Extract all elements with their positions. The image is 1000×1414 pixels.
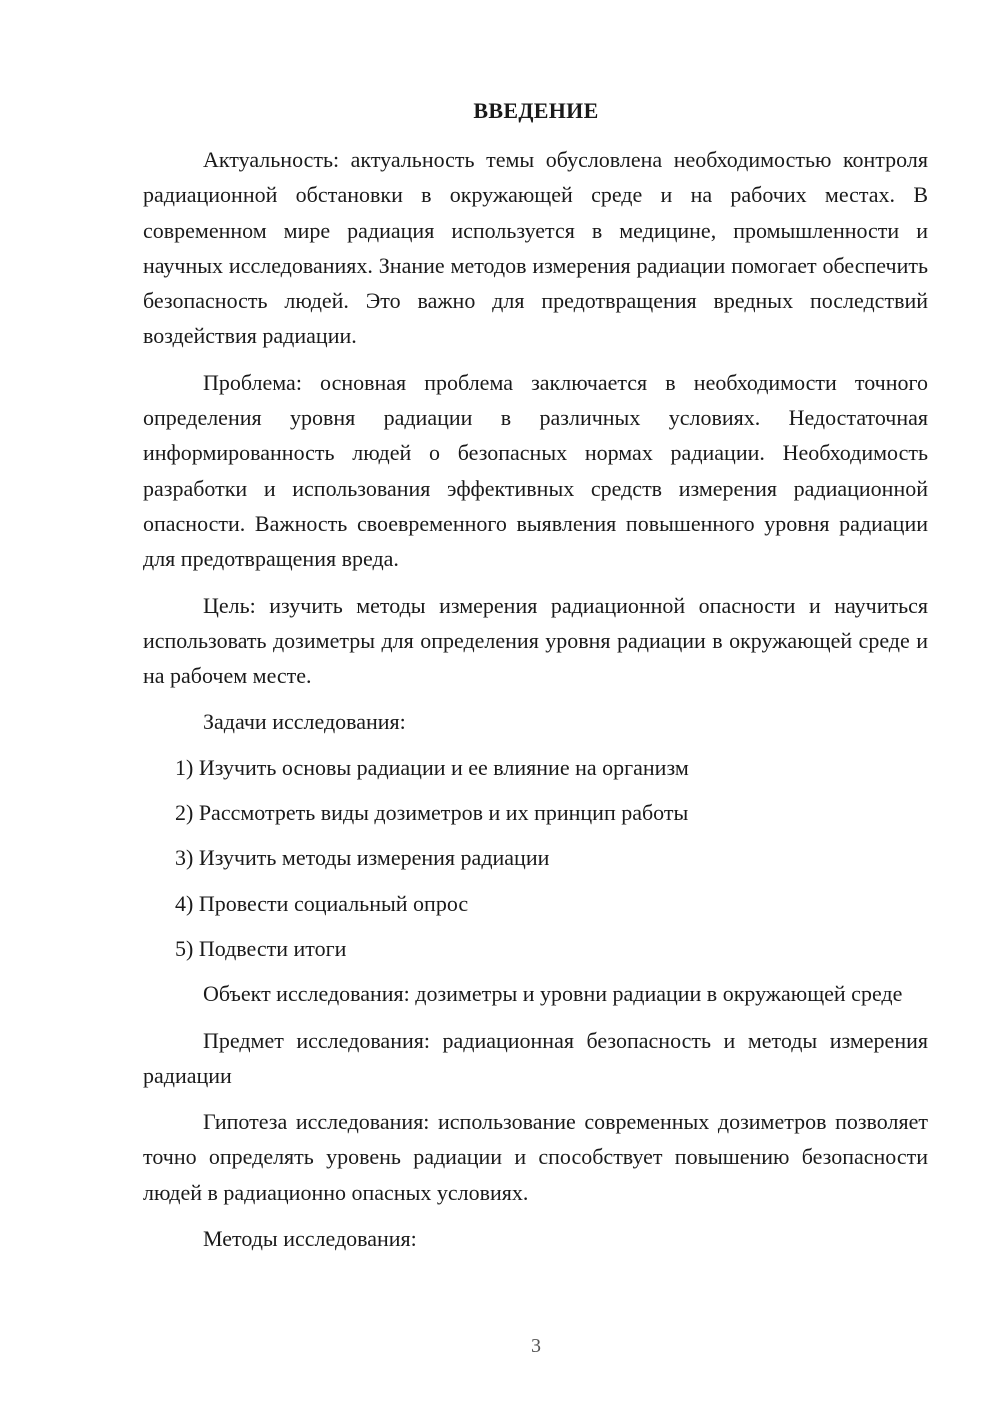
list-spacer xyxy=(143,785,928,795)
task-list-item: 1) Изучить основы радиации и ее влияние на организм xyxy=(175,754,689,780)
paragraph-spacer xyxy=(143,740,928,750)
paragraph-spacer xyxy=(143,1093,928,1104)
paragraph-spacer xyxy=(143,1012,928,1023)
paragraph-spacer xyxy=(143,1210,928,1221)
task-list-item: 5) Подвести итоги xyxy=(175,935,347,961)
task-list-item: 2) Рассмотреть виды дозиметров и их принцип работы xyxy=(175,800,689,826)
paragraph-problem: Проблема: основная проблема заключается в необходимости точного определения уровня радиации в различных условиях. Недостаточная информированность людей о безопасных нормах радиации. Необходимость разработки и использования эффективных средств измерения радиационной опасности. Важность своевременного выявления повышенного уровня радиации для предотвращения вреда. xyxy=(143,369,928,572)
paragraph-tasks-heading: Задачи исследования: xyxy=(203,709,406,735)
paragraph-hypothesis: Гипотеза исследования: использование современных дозиметров позволяет точно определять уровень радиации и способствует повышению безопасности людей в радиационно опасных условиях. xyxy=(143,1109,928,1205)
paragraph-spacer xyxy=(143,354,928,365)
paragraph-object: Объект исследования: дозиметры и уровни радиации в окружающей среде xyxy=(203,981,903,1007)
list-spacer xyxy=(143,966,928,976)
list-spacer xyxy=(143,830,928,840)
paragraph-relevance: Актуальность: актуальность темы обусловлена необходимостью контроля радиационной обстановки в окружающей среде и на рабочих местах. В современном мире радиация используется в медицине, промышленности и научных исследованиях. Знание методов измерения радиации помогает обеспечить безопасность людей. Это важно для предотвращения вредных последствий воздействия радиации. xyxy=(143,147,928,349)
task-list-item: 3) Изучить методы измерения радиации xyxy=(175,845,550,871)
list-spacer xyxy=(143,921,928,931)
paragraph-methods-heading: Методы исследования: xyxy=(203,1226,417,1252)
task-list-item: 4) Провести социальный опрос xyxy=(175,890,469,916)
page-title: ВВЕДЕНИЕ xyxy=(473,98,599,123)
paragraph-spacer xyxy=(143,693,928,704)
page-number: 3 xyxy=(531,1335,541,1357)
document-body xyxy=(143,142,928,1256)
paragraph-subject: Предмет исследования: радиационная безопасность и методы измерения радиации xyxy=(143,1027,928,1088)
list-spacer xyxy=(143,876,928,886)
paragraph-goal: Цель: изучить методы измерения радиационной опасности и научиться использовать дозиметры для определения уровня радиации в окружающей среде и на рабочем месте. xyxy=(143,592,928,689)
paragraph-spacer xyxy=(143,577,928,588)
